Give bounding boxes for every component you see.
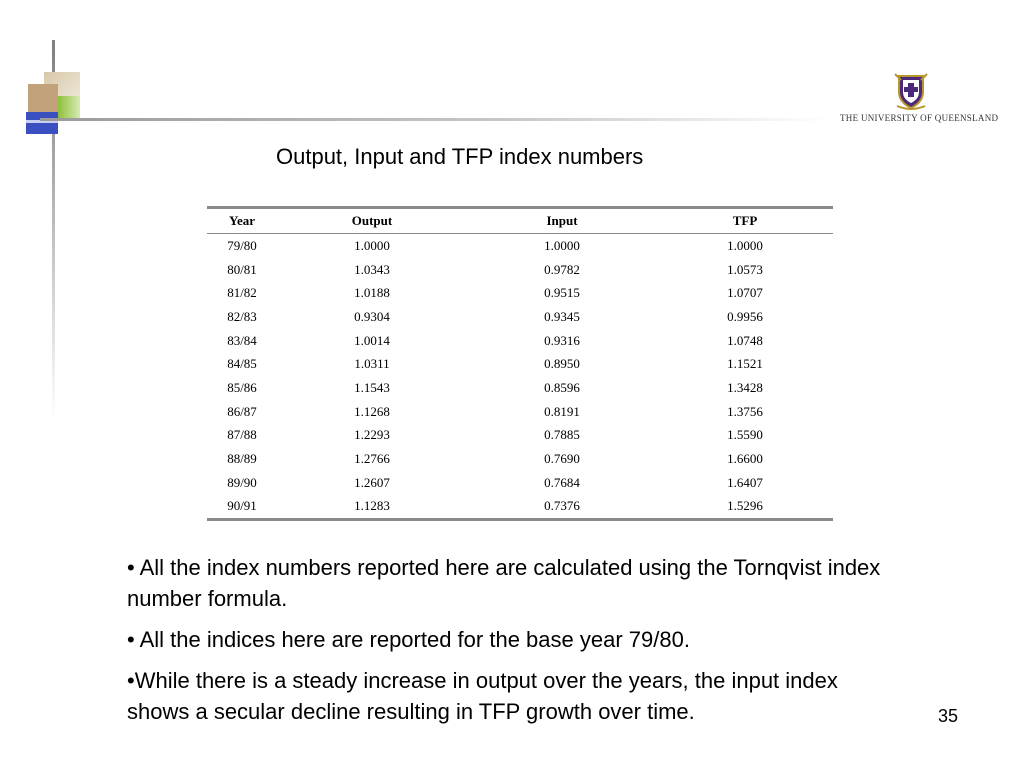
cell-output: 1.0000: [354, 237, 390, 253]
table-header-row: [207, 208, 833, 234]
decorative-square: [58, 96, 80, 118]
cell-input: 0.9316: [544, 332, 580, 348]
index-table: [207, 206, 833, 521]
cell-output: 0.9304: [354, 308, 390, 324]
cell-input: 0.7376: [544, 498, 580, 514]
table-row: [207, 376, 833, 400]
table-row: [207, 447, 833, 471]
cell-tfp: 1.1521: [727, 356, 763, 372]
cell-output: 1.2607: [354, 474, 390, 490]
cell-input: 0.7885: [544, 427, 580, 443]
cell-input: 0.8596: [544, 379, 580, 395]
cell-tfp: 1.0000: [727, 237, 763, 253]
column-header-year: Year: [229, 213, 255, 228]
cell-output: 1.1283: [354, 498, 390, 514]
crest-icon: [893, 70, 929, 110]
table-row: [207, 258, 833, 282]
cell-output: 1.2293: [354, 427, 390, 443]
cell-year: 89/90: [227, 474, 257, 490]
decorative-square: [26, 112, 58, 134]
bullet-item: •While there is a steady increase in output over the years, the input index shows a secular decline resulting in TFP growth over time.: [127, 668, 838, 724]
table-row: [207, 495, 833, 520]
table-row: [207, 352, 833, 376]
cell-input: 1.0000: [544, 237, 580, 253]
cell-year: 81/82: [227, 285, 257, 301]
cell-tfp: 1.6600: [727, 451, 763, 467]
cell-tfp: 1.3756: [727, 403, 763, 419]
cell-input: 0.9515: [544, 285, 580, 301]
cell-input: 0.9782: [544, 261, 580, 277]
cell-input: 0.8191: [544, 403, 580, 419]
cell-year: 90/91: [227, 498, 257, 514]
slide-title: Output, Input and TFP index numbers: [276, 144, 644, 169]
bullet-item: • All the indices here are reported for the base year 79/80.: [127, 627, 690, 652]
cell-year: 79/80: [227, 237, 257, 253]
cell-tfp: 1.6407: [727, 474, 763, 490]
cell-tfp: 1.5296: [727, 498, 763, 514]
decorative-horizontal-line: [40, 118, 830, 121]
cell-year: 86/87: [227, 403, 257, 419]
page-number: 35: [938, 706, 959, 726]
cell-year: 85/86: [227, 379, 257, 395]
table-row: [207, 329, 833, 353]
cell-output: 1.0188: [354, 285, 390, 301]
cell-output: 1.1543: [354, 379, 390, 395]
university-name: THE UNIVERSITY OF QUEENSLAND: [840, 113, 999, 123]
cell-input: 0.7690: [544, 451, 580, 467]
table-row: [207, 471, 833, 495]
cell-output: 1.0014: [354, 332, 390, 348]
table-row: [207, 400, 833, 424]
decorative-square: [28, 84, 58, 114]
column-header-input: Input: [546, 213, 578, 228]
table-row: [207, 234, 833, 258]
cell-output: 1.1268: [354, 403, 390, 419]
cell-output: 1.0311: [354, 356, 390, 372]
cell-tfp: 1.0748: [727, 332, 763, 348]
cell-output: 1.0343: [354, 261, 390, 277]
cell-input: 0.8950: [544, 356, 580, 372]
column-header-tfp: TFP: [732, 213, 758, 228]
column-header-output: Output: [351, 213, 393, 228]
cell-tfp: 0.9956: [727, 308, 763, 324]
cell-year: 82/83: [227, 308, 257, 324]
table-body: [207, 234, 833, 520]
cell-tfp: 1.3428: [727, 379, 763, 395]
cell-year: 87/88: [227, 427, 257, 443]
table-row: [207, 424, 833, 448]
cell-tfp: 1.0707: [727, 285, 763, 301]
cell-tfp: 1.5590: [727, 427, 763, 443]
cell-year: 88/89: [227, 451, 257, 467]
cell-output: 1.2766: [354, 451, 390, 467]
bullet-list: [127, 552, 887, 737]
index-table-container: [207, 206, 833, 521]
cell-input: 0.9345: [544, 308, 580, 324]
cell-year: 84/85: [227, 356, 257, 372]
table-row: [207, 281, 833, 305]
bullet-item: • All the index numbers reported here are calculated using the Tornqvist index number formula.: [127, 555, 881, 611]
cell-year: 83/84: [227, 332, 257, 348]
cell-year: 80/81: [227, 261, 257, 277]
cell-input: 0.7684: [544, 474, 580, 490]
university-logo: [840, 70, 999, 128]
table-row: [207, 305, 833, 329]
cell-tfp: 1.0573: [727, 261, 763, 277]
